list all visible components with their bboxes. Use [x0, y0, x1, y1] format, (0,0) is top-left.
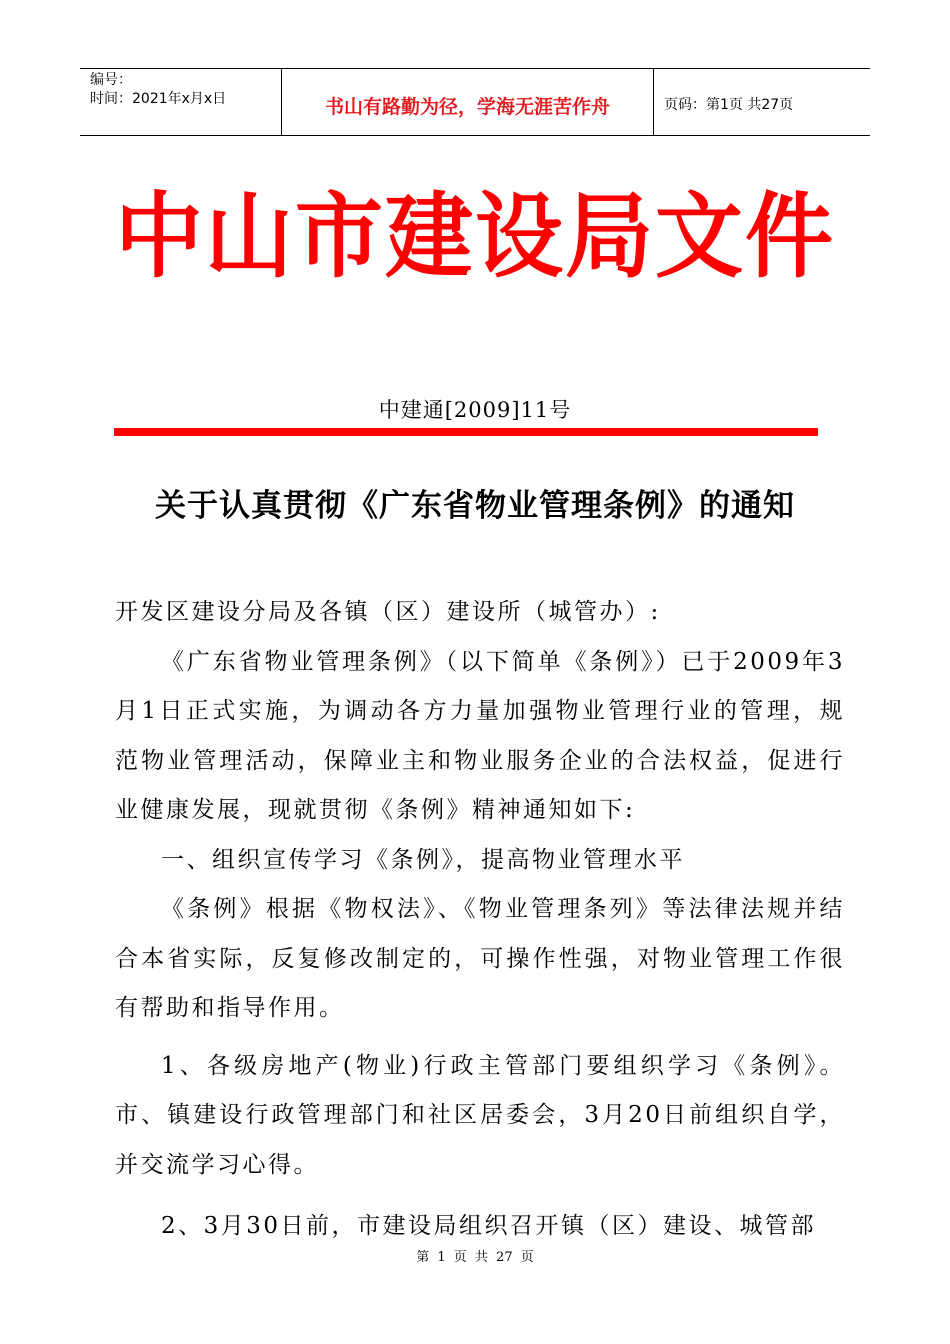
document-number: 中建通[2009]11号 [378, 398, 572, 422]
document-subject: 关于认真贯彻《广东省物业管理条例》的通知 [155, 488, 795, 524]
header-number-label: 编号： [90, 72, 132, 88]
list-item-2: 2、3月30日前，市建设局组织召开镇（区）建设、城管部 [161, 1213, 817, 1239]
salutation: 开发区建设分局及各镇（区）建设所（城管办）: [115, 599, 661, 625]
list-item-1: 1、各级房地产(物业)行政主管部门要组织学习《条例》。市、镇建设行政管理部门和社区居委会，3月20日前组织自学，并交流学习心得。 [115, 1052, 845, 1178]
document-header-table [80, 68, 870, 136]
header-motto: 书山有路勤为径，学海无涯苦作舟 [282, 69, 654, 135]
paragraph-intro: 《广东省物业管理条例》（以下简单《条例》）已于2009年3月1日正式实施，为调动各方力量加强物业管理行业的管理，规范物业管理活动，保障业主和物业服务企业的合法权益，促进行业健康发展，现就贯彻《条例》精神通知如下: [115, 648, 845, 823]
header-meta-cell [80, 69, 282, 135]
red-divider-line [114, 428, 818, 436]
issuer-title: 中山市建设局文件 [114, 182, 835, 291]
header-time-label: 时间：2021年x月x日 [90, 91, 227, 107]
document-body [115, 588, 845, 1252]
section-heading-1: 一、组织宣传学习《条例》，提高物业管理水平 [161, 846, 685, 873]
paragraph-regulation: 《条例》根据《物权法》、《物业管理条列》等法律法规并结合本省实际，反复修改制定的，可操作性强，对物业管理工作很有帮助和指导作用。 [115, 896, 845, 1021]
header-page-info: 页码：第1页 共27页 [664, 97, 794, 113]
page-footer: 第 1 页 共 27 页 [416, 1250, 534, 1265]
